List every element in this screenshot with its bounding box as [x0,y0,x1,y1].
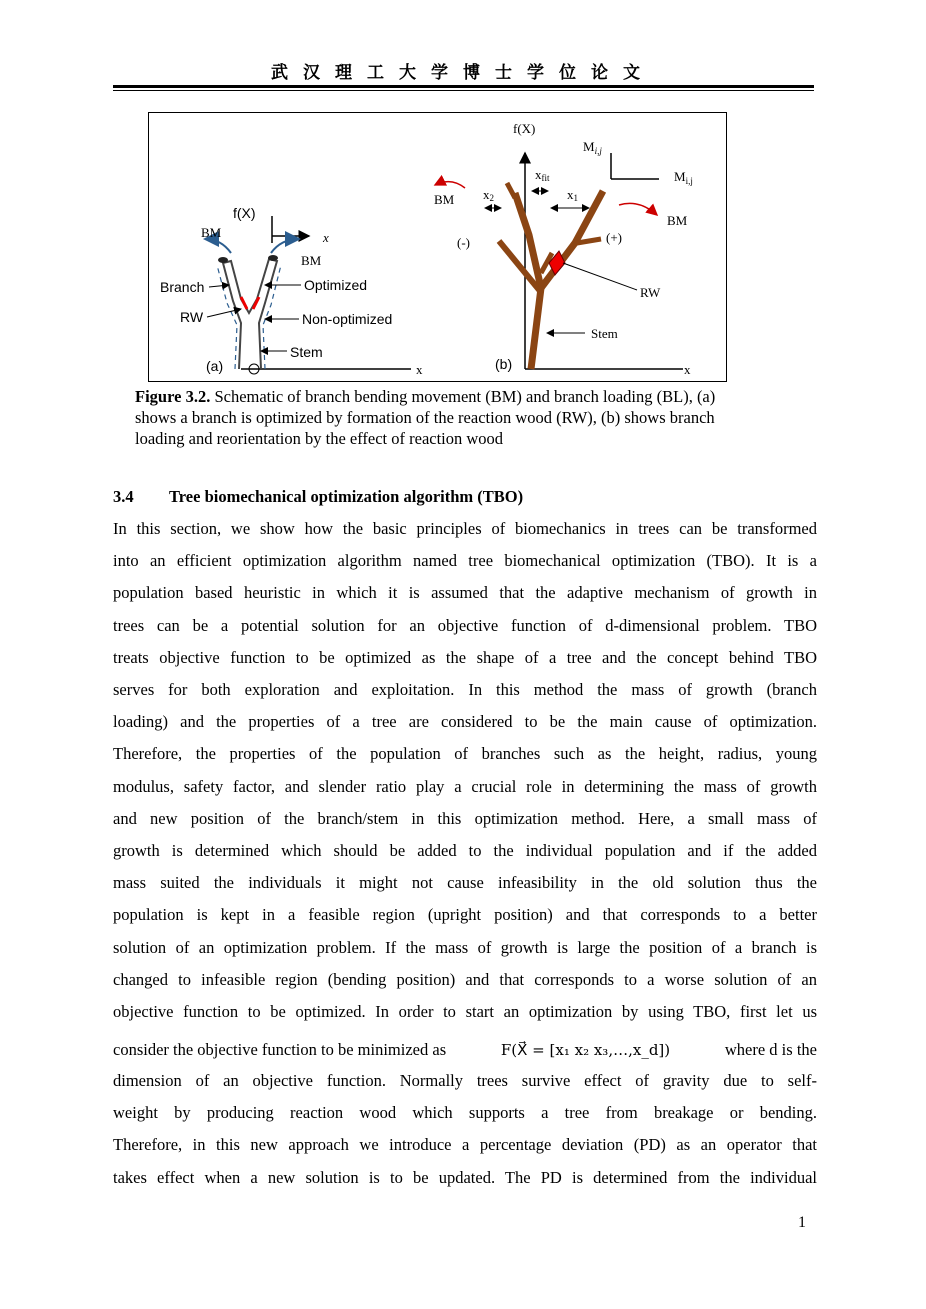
panel-b-mij-right-sub: i,j [685,176,693,186]
panel-a [160,205,423,377]
panel-a-optimized-label: Optimized [304,277,368,293]
paragraph-line: growth is determined which should be added to the individual population and if the added [113,841,817,861]
caption-line-2: shows a branch is optimized by formation of the reaction wood (RW), (b) shows branch [135,408,715,427]
panel-a-branch-leader [209,285,229,287]
formula-line-after: where d is the [724,1040,817,1059]
body-paragraph-2 [113,1065,817,1194]
paragraph-line: Therefore, the properties of the population of branches such as the height, radius, young [113,744,817,764]
panel-b-bm-left: BM [434,192,455,207]
paragraph-line: population based heuristic in which it is assumed that the adaptive mechanism of growth in [113,583,817,603]
formula-line [113,1034,817,1066]
panel-a-tip-right [268,255,278,261]
paragraph-line: trees can be a potential solution for an objective function of d-dimensional problem. TBO [113,615,817,635]
paragraph-line: into an efficient optimization algorithm named tree biomechanical optimization (TBO). It is a [113,551,817,571]
panel-a-tip-left [218,257,228,263]
paragraph-line: serves for both exploration and exploitation. In this method the mass of growth (branch [113,680,817,700]
panel-a-fx-label: f(X) [233,205,256,221]
panel-b-x-axis-label: x [684,362,691,377]
panel-a-rw-leader [207,309,241,317]
panel-a-x-italic: x [323,230,329,245]
panel-b-x2 [483,187,494,203]
objective-formula: F(X⃗ = [x₁ x₂ x₃,…,x_d]) [500,1041,671,1059]
panel-a-bm-left: BM [201,225,222,240]
figure-caption [135,386,815,449]
paragraph-line: solution of an optimization problem. If the mass of growth is large the position of a branch is [113,937,817,957]
paragraph-line: Therefore, in this new approach we introduce a percentage deviation (PD) as an operator that [113,1135,817,1155]
panel-a-bm-right: BM [301,253,322,268]
panel-b-minus: (-) [457,235,470,250]
formula-line-before: consider the objective function to be minimized as [113,1040,447,1059]
panel-b-plus: (+) [606,230,622,245]
panel-b-xfit [535,167,550,183]
paragraph-line: objective function to be optimized. In order to start an optimization by using TBO, first let us [113,1002,817,1022]
panel-b-xfit-x: x [535,167,542,182]
header-rule-thick [113,85,814,88]
panel-b-left-twig [507,183,515,198]
panel-b-x1 [567,187,578,203]
section-heading [113,487,523,507]
figure-3-2 [148,112,727,382]
panel-a-non-optimized-label: Non-optimized [302,311,393,327]
panel-b-bm-arrow-right [619,203,657,215]
panel-a-x-axis-label: x [416,362,423,377]
paragraph-line: treats objective function to be optimized as the shape of a tree and the concept behind TBO [113,647,817,667]
panel-b [434,121,693,377]
panel-b-xfit-sub: fit [541,173,550,183]
panel-a-stem-label: Stem [290,344,323,360]
panel-b-x1-x: x [567,187,574,202]
page-number: 1 [798,1214,806,1231]
panel-a-rw-label: RW [180,309,204,325]
panel-b-bm-arrow-left [435,182,465,188]
panel-b-rw-label: RW [640,285,661,300]
page-header: 武汉理工大学博士学位论文 [271,63,655,83]
paragraph-line: loading) and the properties of a tree are considered to be the main cause of optimization. [113,712,817,732]
paragraph-line: In this section, we show how the basic principles of biomechanics in trees can be transformed [113,519,817,538]
panel-a-bm-arrow-left [205,239,231,253]
panel-a-rw-left [241,297,247,309]
panel-b-bm-right: BM [667,213,688,228]
panel-b-rw-leader [563,263,637,290]
panel-a-branch-label: Branch [160,279,205,295]
panel-b-mij-top-m: M [583,139,595,154]
panel-a-tag: (a) [206,358,224,374]
paragraph-line: modulus, safety factor, and slender ratio play a crucial role in determining the mass of growth [113,776,817,796]
panel-b-x2-x: x [483,187,490,202]
paragraph-line: weight by producing reaction wood which supports a tree from breakage or bending. [113,1103,817,1123]
panel-b-mij-top-sub: i,j [594,146,602,156]
figure-svg [149,113,728,383]
caption-line-3: loading and reorientation by the effect of reaction wood [135,429,504,448]
panel-b-stem-label: Stem [591,326,618,341]
panel-a-bm-arrow-right [271,239,299,253]
panel-a-tree-outline [223,259,277,369]
panel-b-x2-sub: 2 [489,193,494,203]
paragraph-line: dimension of an objective function. Normally trees survive effect of gravity due to self- [113,1071,817,1090]
paragraph-line: changed to infeasible region (bending position) and that corresponds to a worse solution of an [113,969,817,989]
panel-b-fx-label: f(X) [513,121,536,136]
header-rule-thin [113,90,814,91]
section-number: 3.4 [113,487,134,506]
panel-b-tag: (b) [495,356,513,372]
paragraph-line: takes effect when a new solution is to be updated. The PD is determined from the individual [113,1167,817,1187]
caption-line-1 [135,386,815,407]
paragraph-line: and new position of the branch/stem in this optimization method. Here, a small mass of [113,808,817,828]
section-title: Tree biomechanical optimization algorithm (TBO) [169,487,524,506]
panel-b-mij-right [674,169,693,186]
panel-b-mij-right-m: M [674,169,686,184]
paragraph-line: mass suited the individuals it might not cause infeasibility in the old solution thus the [113,873,817,893]
body-paragraph-1 [113,513,817,1028]
caption-label: Figure 3.2. [135,387,211,406]
panel-b-mij-top [583,139,602,156]
panel-b-x1-sub: 1 [573,193,578,203]
paragraph-line: population is kept in a feasible region (upright position) and that corresponds to a better [113,905,817,925]
caption-line-1-text: Schematic of branch bending movement (BM) and branch loading (BL), (a) [210,387,716,406]
